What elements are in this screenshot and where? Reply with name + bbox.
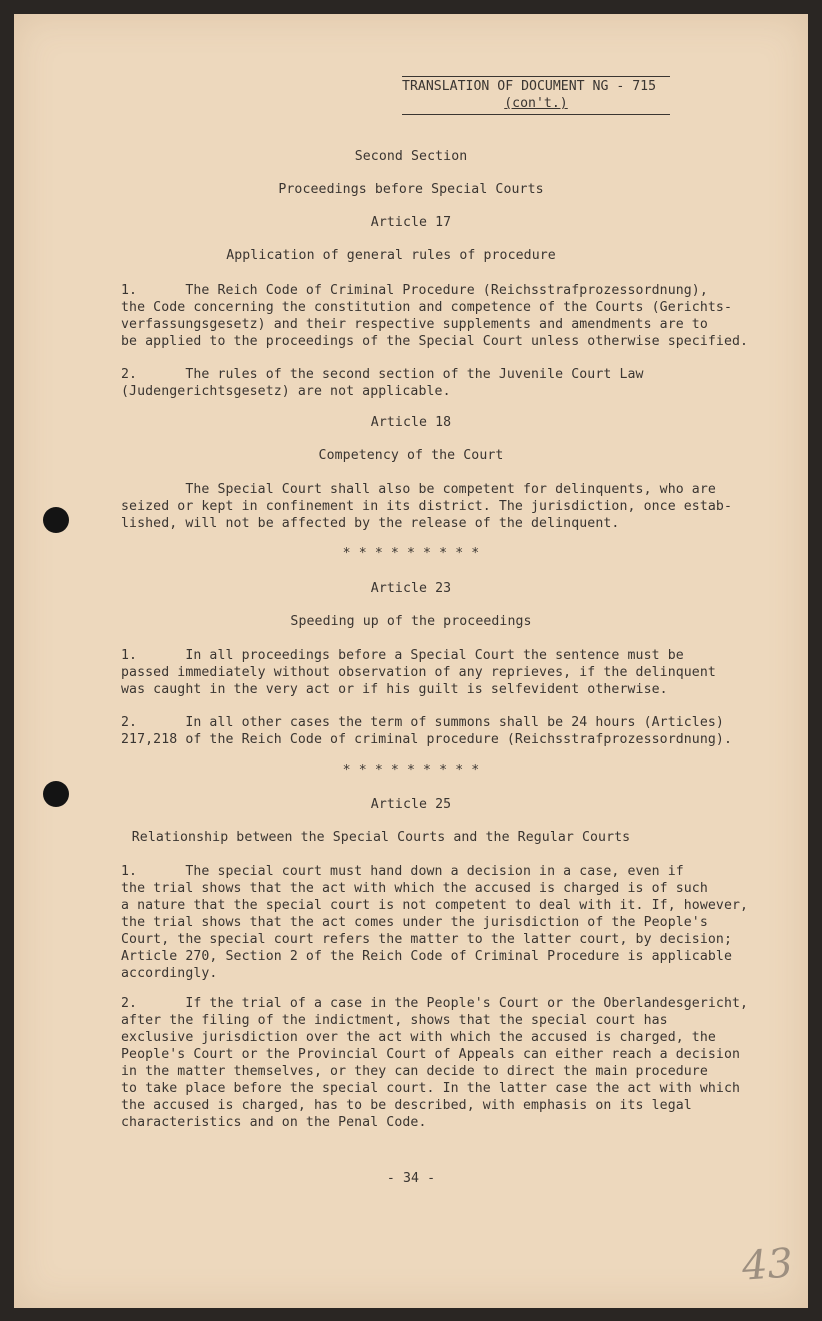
text-line: the trial shows that the act with which the accused is charged is of such (121, 881, 708, 896)
text-line: the trial shows that the act comes under the jurisdiction of the People's (121, 915, 708, 930)
punch-hole (43, 507, 69, 533)
handwritten-page-number: 43 (740, 1240, 795, 1290)
article-17-title: Article 17 (370, 215, 452, 230)
text-line: after the filing of the indictment, shows that the special court has (121, 1013, 668, 1028)
text-line: 1. The Reich Code of Criminal Procedure (Reichsstrafprozessordnung), (121, 283, 708, 298)
section-title: Second Section (354, 149, 468, 164)
text-line: in the matter themselves, or they can decide to direct the main procedure (121, 1064, 708, 1079)
text-line: be applied to the proceedings of the Special Court unless otherwise specified. (121, 334, 749, 349)
text-line: characteristics and on the Penal Code. (121, 1115, 427, 1130)
text-line: passed immediately without observation of any reprieves, if the delinquent (121, 665, 716, 680)
article-23-title: Article 23 (370, 581, 452, 596)
text-line: The Special Court shall also be competent for delinquents, who are (121, 482, 716, 497)
text-line: verfassungsgesetz) and their respective supplements and amendments are to (121, 317, 708, 332)
article-23-heading: Speeding up of the proceedings (290, 614, 532, 629)
page-number: - 34 - (386, 1171, 436, 1186)
article-18-title: Article 18 (370, 415, 452, 430)
text-line: 217,218 of the Reich Code of criminal procedure (Reichsstrafprozessordnung). (121, 732, 733, 747)
text-line: 2. In all other cases the term of summons shall be 24 hours (Articles) (121, 715, 724, 730)
article-17-heading: Application of general rules of procedure (226, 248, 556, 263)
document-header (402, 76, 670, 115)
text-line: (Judengerichtsgesetz) are not applicable. (121, 384, 451, 399)
text-line: Court, the special court refers the matter to the latter court, by decision; (121, 932, 733, 947)
text-line: to take place before the special court. In the latter case the act with which (121, 1081, 741, 1096)
text-line: 1. In all proceedings before a Special Court the sentence must be (121, 648, 684, 663)
text-line: was caught in the very act or if his guilt is selfevident otherwise. (121, 682, 668, 697)
separator: * * * * * * * * * (342, 546, 480, 561)
text-line: the Code concerning the constitution and competence of the Courts (Gerichts- (121, 300, 733, 315)
text-line: exclusive jurisdiction over the act with which the accused is charged, the (121, 1030, 716, 1045)
separator: * * * * * * * * * (342, 763, 480, 778)
text-line: 2. If the trial of a case in the People's Court or the Oberlandesgericht, (121, 996, 749, 1011)
text-line: seized or kept in confinement in its district. The jurisdiction, once estab- (121, 499, 733, 514)
text-line: lished, will not be affected by the release of the delinquent. (121, 516, 620, 531)
section-subtitle: Proceedings before Special Courts (278, 182, 544, 197)
text-line: People's Court or the Provincial Court of Appeals can either reach a decision (121, 1047, 741, 1062)
document-page (14, 14, 808, 1308)
text-line: 2. The rules of the second section of the Juvenile Court Law (121, 367, 644, 382)
article-18-heading: Competency of the Court (318, 448, 504, 463)
punch-hole (43, 781, 69, 807)
header-title: TRANSLATION OF DOCUMENT NG - 715 (402, 79, 657, 94)
article-25-title: Article 25 (370, 797, 452, 812)
text-line: a nature that the special court is not competent to deal with it. If, however, (121, 898, 749, 913)
header-continued: (con't.) (504, 96, 568, 111)
article-25-heading: Relationship between the Special Courts and the Regular Courts (131, 830, 631, 845)
text-line: accordingly. (121, 966, 218, 981)
text-line: Article 270, Section 2 of the Reich Code of Criminal Procedure is applicable (121, 949, 733, 964)
text-line: 1. The special court must hand down a decision in a case, even if (121, 864, 684, 879)
text-line: the accused is charged, has to be described, with emphasis on its legal (121, 1098, 692, 1113)
